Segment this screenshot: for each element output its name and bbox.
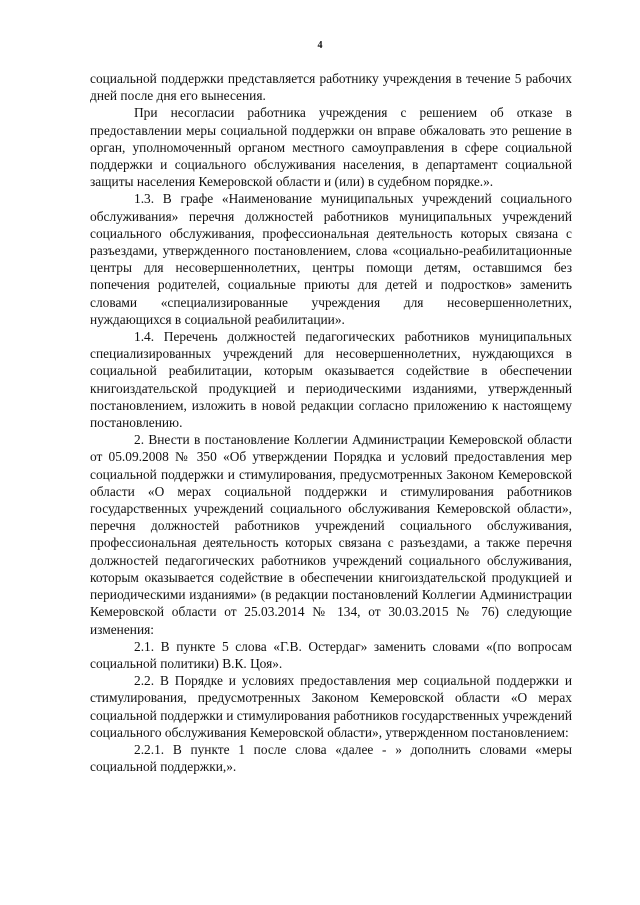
body-paragraph: социальной поддержки представляется работнику учреждения в течение 5 рабочих дней после дня его вынесения. <box>90 71 572 104</box>
body-paragraph: 1.4. Перечень должностей педагогических работников муниципальных специализированных учреждений для несовершеннолетних, нуждающихся в социальной реабилитации, которым оказывается содействие в обеспечении книгоиздательской продукцией и периодическими изданиями, утвержденный постановлением, изложить в новой редакции согласно приложению к настоящему постановлению. <box>90 329 572 431</box>
body-paragraph: 1.3. В графе «Наименование муниципальных учреждений социального обслуживания» перечня должностей работников муниципальных учреждений социального обслуживания, профессиональная деятельность которых связана с разъездами, утвержденного постановлением, слова «социально-реабилитационные центры для несовершеннолетних, центры помощи детям, оставшимся без попечения родителей, социальные приюты для детей и подростков» заменить словами «специализированные учреждения для несовершеннолетних, нуждающихся в социальной реабилитации». <box>90 191 572 327</box>
body-paragraph: При несогласии работника учреждения с решением об отказе в предоставлении меры социальной поддержки он вправе обжаловать это решение в орган, уполномоченный органом местного самоуправления в сфере социальной поддержки и социального обслуживания населения, в департамент социальной защиты населения Кемеровской области и (или) в судебном порядке.». <box>90 105 572 190</box>
page-number: 4 <box>317 40 323 51</box>
document-body <box>90 70 572 775</box>
body-paragraph: 2.2.1. В пункте 1 после слова «далее - » дополнить словами «меры социальной поддержки,». <box>90 741 572 775</box>
body-paragraph: 2.2. В Порядке и условиях предоставления мер социальной поддержки и стимулирования, предусмотренных Законом Кемеровской области «О мерах социальной поддержки и стимулирования работников государственных учреждений социального обслуживания Кемеровской области», утвержденном постановлением: <box>90 673 572 740</box>
body-paragraph: 2. Внести в постановление Коллегии Администрации Кемеровской области от 05.09.2008 № 350 «Об утверждении Порядка и условий предоставления мер социальной поддержки и стимулирования, предусмотренных Законом Кемеровской области «О мерах социальной поддержки и стимулирования работников государственных учреждений социального обслуживания Кемеровской области», перечня должностей работников учреждений социального обслуживания, профессиональная деятельность которых связана с разъездами, а также перечня должностей педагогических работников учреждений социального обслуживания, которым оказывается содействие в обеспечении книгоиздательской продукцией и периодическими изданиями» (в редакции постановлений Коллегии Администрации Кемеровской области от 25.03.2014 № 134, от 30.03.2015 № 76) следующие изменения: <box>90 432 572 637</box>
body-paragraph: 2.1. В пункте 5 слова «Г.В. Остердаг» заменить словами «(по вопросам социальной политики) В.К. Цоя». <box>90 638 572 671</box>
